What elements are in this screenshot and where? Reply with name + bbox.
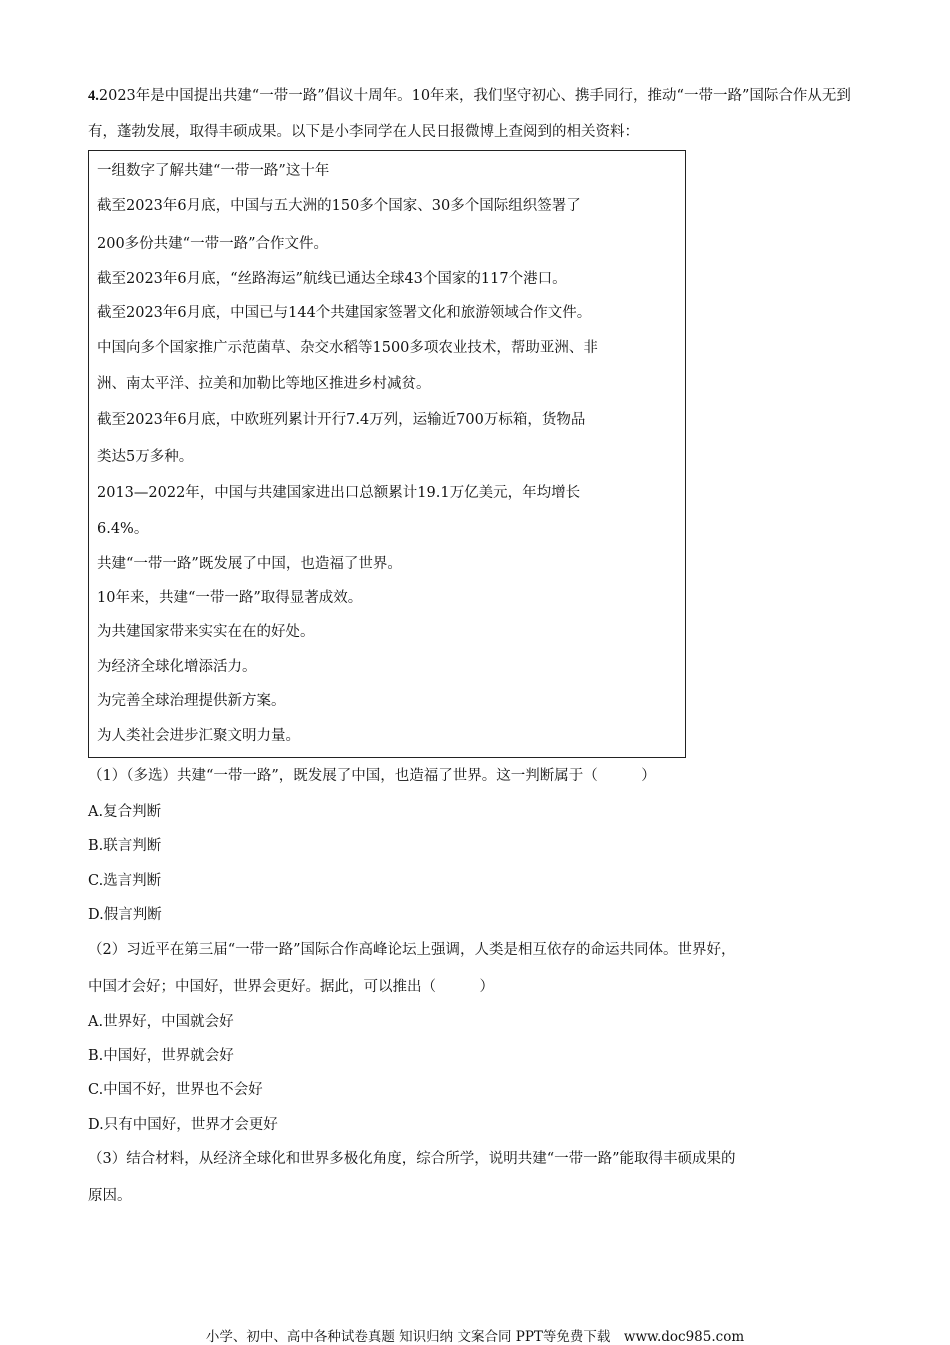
option-c[interactable]: C.选言判断 (88, 873, 162, 889)
material-line: 截至2023年6月底，中国已与144个共建国家签署文化和旅游领域合作文件。 (97, 305, 592, 321)
sub-question-3-stem-line-1: （3）结合材料，从经济全球化和世界多极化角度，综合所学，说明共建“一带一路”能取得丰硕成果的 (88, 1151, 736, 1167)
option-b[interactable]: B.中国好，世界就会好 (88, 1048, 234, 1064)
material-line: 10年来，共建“一带一路”取得显著成效。 (97, 590, 363, 606)
option-c[interactable]: C.中国不好，世界也不会好 (88, 1082, 263, 1098)
option-d[interactable]: D.只有中国好，世界才会更好 (88, 1117, 278, 1133)
material-line: 为人类社会进步汇聚文明力量。 (97, 728, 300, 744)
material-line: 为共建国家带来实实在在的好处。 (97, 624, 315, 640)
material-line: 2013—2022年，中国与共建国家进出口总额累计19.1万亿美元，年均增长 (97, 485, 581, 501)
material-line: 共建“一带一路”既发展了中国，也造福了世界。 (97, 556, 402, 572)
material-line: 6.4%。 (97, 521, 149, 537)
material-line: 截至2023年6月底，“丝路海运”航线已通达全球43个国家的117个港口。 (97, 271, 567, 287)
material-line: 200多份共建“一带一路”合作文件。 (97, 236, 329, 252)
material-line: 中国向多个国家推广示范菌草、杂交水稻等1500多项农业技术，帮助亚洲、非 (97, 340, 598, 356)
option-a[interactable]: A.世界好，中国就会好 (88, 1014, 234, 1030)
option-a[interactable]: A.复合判断 (88, 804, 162, 820)
material-line: 洲、南太平洋、拉美和加勒比等地区推进乡村减贫。 (97, 376, 431, 392)
material-line: 截至2023年6月底，中欧班列累计开行7.4万列，运输近700万标箱，货物品 (97, 412, 586, 428)
sub-question-2-stem-line-1: （2）习近平在第三届“一带一路”国际合作高峰论坛上强调，人类是相互依存的命运共同体。世界好， (88, 942, 736, 958)
material-box (88, 150, 686, 758)
sub-question-1-stem: （1）（多选）共建“一带一路”，既发展了中国，也造福了世界。这一判断属于（ ） (88, 768, 656, 784)
question-number: 4. (88, 88, 99, 104)
material-line: 一组数字了解共建“一带一路”这十年 (97, 163, 330, 179)
sub-question-3-stem-line-2: 原因。 (88, 1188, 132, 1204)
option-d[interactable]: D.假言判断 (88, 907, 162, 923)
question-intro (88, 78, 858, 150)
material-line: 为经济全球化增添活力。 (97, 659, 257, 675)
question-intro-text: 2023年是中国提出共建“一带一路”倡议十周年。10年来，我们坚守初心、携手同行，推动“一带一路”国际合作从无到有，蓬勃发展，取得丰硕成果。以下是小李同学在人民日报微博上查阅到的相关资料： (88, 88, 851, 140)
option-b[interactable]: B.联言判断 (88, 838, 162, 854)
footer-text: 小学、初中、高中各种试卷真题 知识归纳 文案合同 PPT等免费下载 www.doc985.com (205, 1329, 745, 1345)
material-line: 为完善全球治理提供新方案。 (97, 693, 286, 709)
sub-question-2-stem-line-2: 中国才会好；中国好，世界会更好。据此，可以推出（ ） (88, 979, 494, 995)
material-line: 类达5万多种。 (97, 449, 194, 465)
material-line: 截至2023年6月底，中国与五大洲的150多个国家、30多个国际组织签署了 (97, 198, 581, 214)
